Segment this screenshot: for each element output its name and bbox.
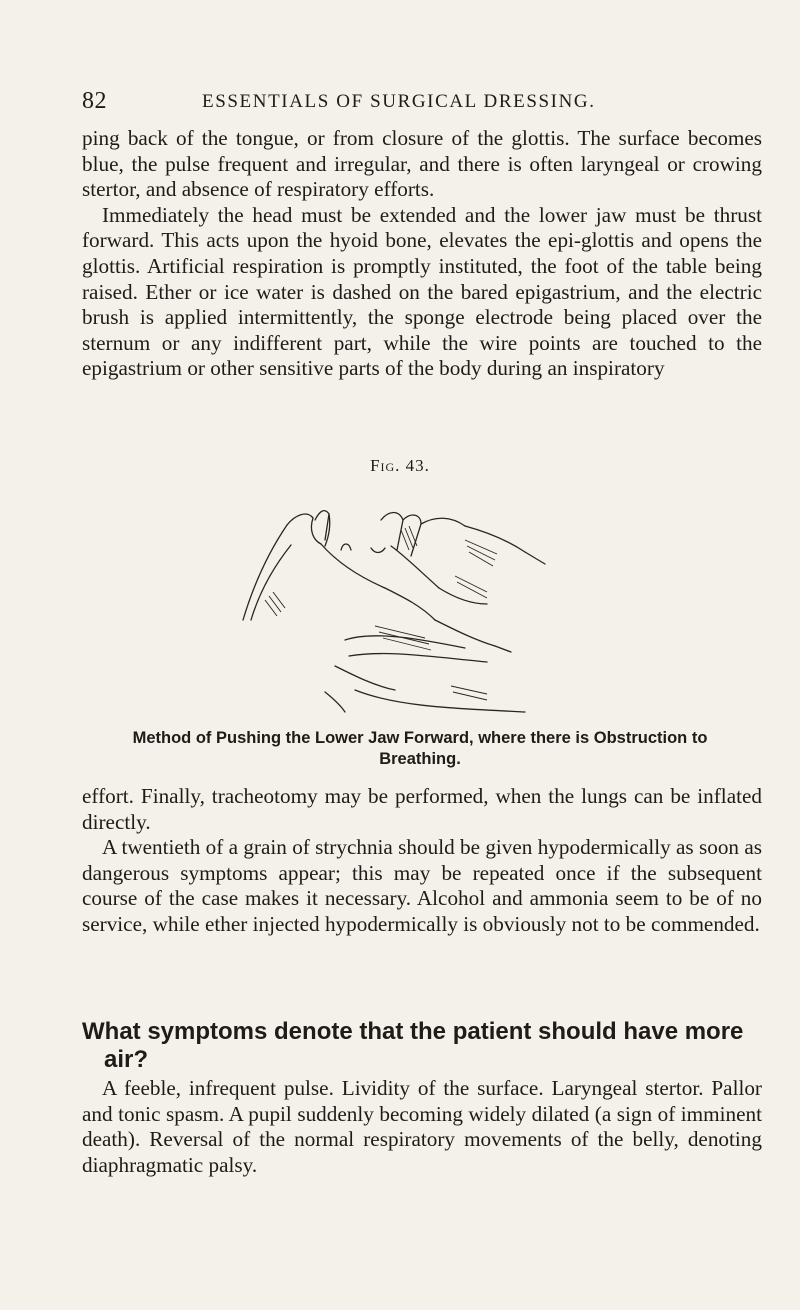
paragraph-answer: A feeble, infrequent pulse. Lividity of the surface. Laryngeal stertor. Pallor and tonic spasm. A pupil suddenly becoming widely dilated (a sign of imminent death). Reversal of the normal respiratory movements of the belly, denoting diaphragmatic palsy.: [82, 1076, 762, 1177]
question-line-2: air?: [104, 1046, 149, 1073]
caption-line-2: Breathing.: [379, 750, 461, 768]
top-text-block: [82, 126, 762, 382]
figure-caption: [120, 728, 720, 770]
paragraph-tracheotomy: effort. Finally, tracheotomy may be performed, when the lungs can be inflated directly.: [82, 784, 762, 834]
question-heading: [82, 1018, 762, 1074]
page-number: 82: [82, 88, 107, 114]
answer-text-block: [82, 1076, 762, 1178]
paragraph-treatment: Immediately the head must be extended and the lower jaw must be thrust forward. This acts upon the hyoid bone, elevates the epi-glottis and opens the glottis. Artificial respiration is promptly instituted, the foot of the table being raised. Ether or ice water is dashed on the bared epigastrium, and the electric brush is applied intermittently, the sponge electrode being placed over the sternum or any indifferent part, while the wire points are touched to the epigastrium or other sensitive parts of the body during an inspiratory: [82, 202, 762, 381]
caption-line-1: Method of Pushing the Lower Jaw Forward, where there is Obstruction to: [132, 729, 708, 747]
figure-illustration: [225, 480, 585, 720]
paragraph-strychnia: A twentieth of a grain of strychnia should be given hypodermically as soon as dangerous symptoms appear; this may be repeated once if the subsequent course of the case makes it necessary. Alcohol and ammonia seem to be of no service, while ether injected hypodermically is obviously not to be commended.: [82, 835, 762, 936]
middle-text-block: [82, 784, 762, 938]
figure-label: Fig. 43.: [370, 456, 430, 475]
running-head: [82, 88, 762, 118]
question-line-1: What symptoms denote that the patient should have more: [82, 1018, 744, 1045]
running-title: ESSENTIALS OF SURGICAL DRESSING.: [202, 91, 596, 112]
paragraph-continuation: ping back of the tongue, or from closure of the glottis. The surface becomes blue, the pulse frequent and irregular, and there is often laryngeal or crowing stertor, and absence of respiratory efforts.: [82, 126, 762, 202]
jaw-thrust-engraving: [225, 480, 585, 720]
